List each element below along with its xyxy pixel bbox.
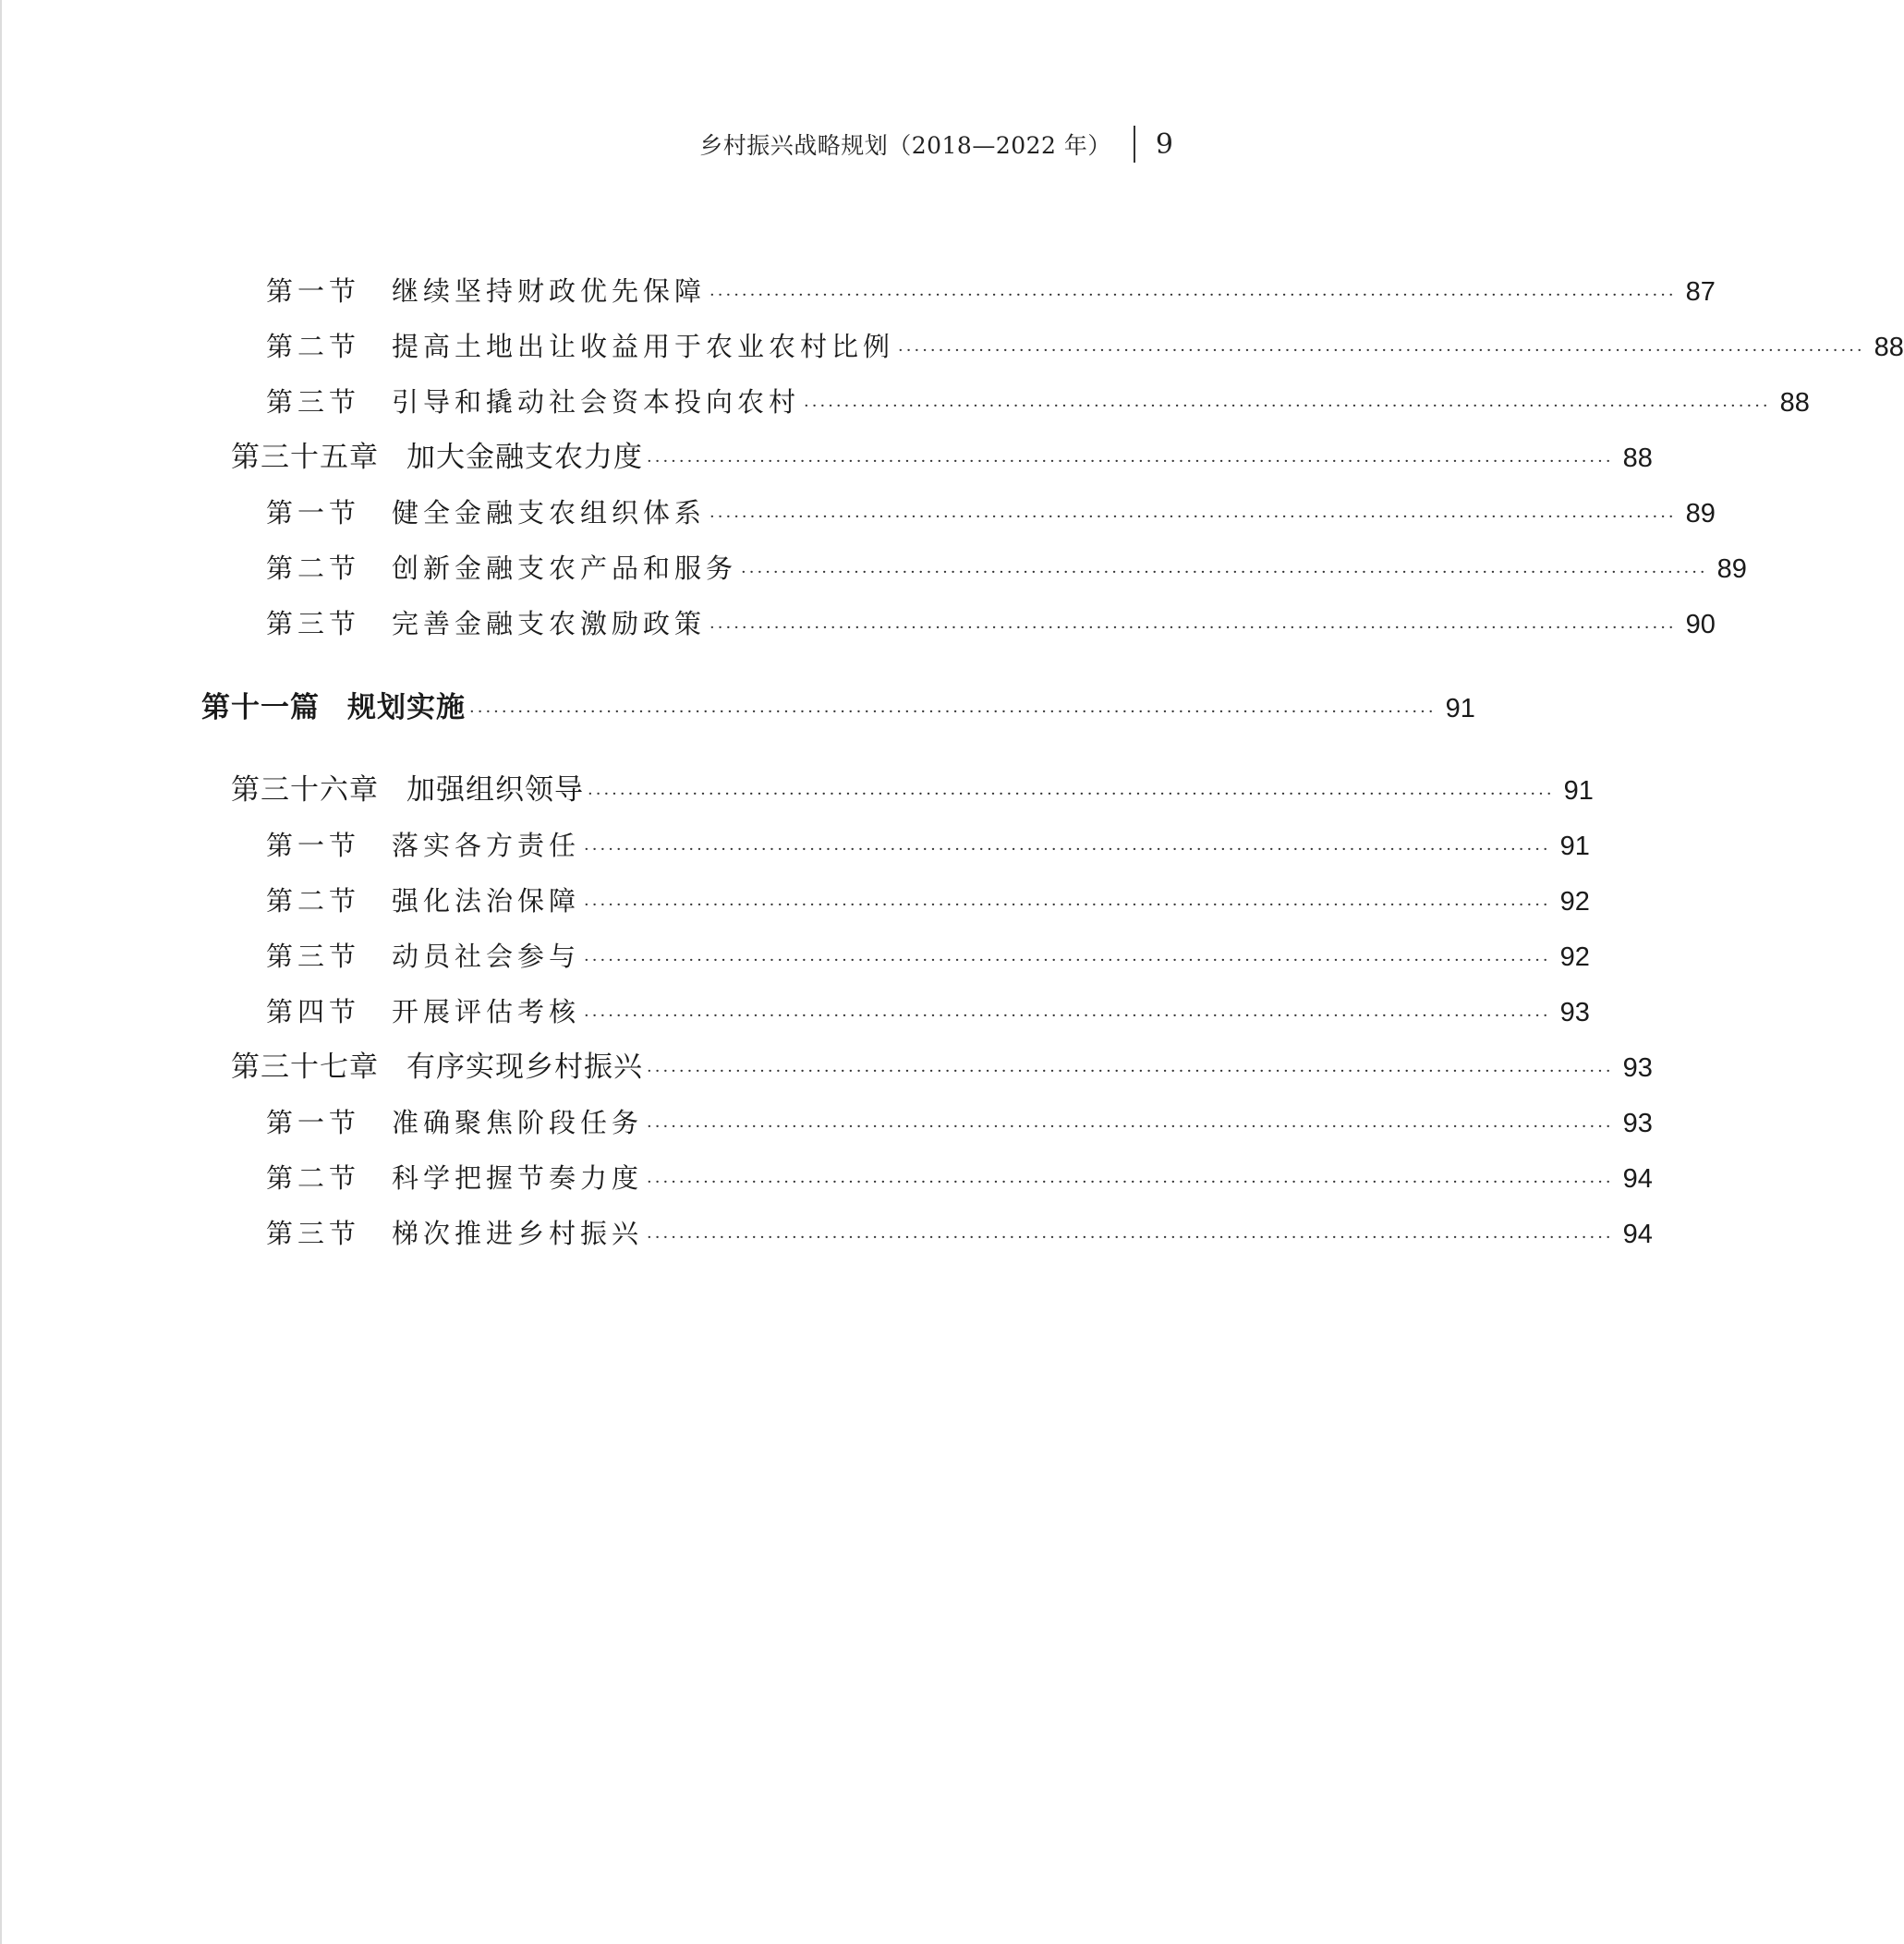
dot-leader: ························································································································ — [898, 341, 1865, 360]
toc-entry-number: 第二节 — [266, 885, 361, 917]
toc-entry-title: 落实各方责任 — [392, 830, 581, 861]
toc-entry-label — [266, 990, 580, 1033]
running-title: 乡村振兴战略规划（2018—2022 年） — [699, 132, 1111, 159]
toc-entry-number: 第二节 — [266, 331, 361, 362]
toc-entry-title: 规划实施 — [347, 691, 466, 724]
dot-leader: ························································································································ — [804, 396, 1771, 416]
toc-entry-label — [266, 880, 580, 922]
toc-entry-title: 加大金融支农力度 — [406, 441, 643, 474]
toc-entry-number: 第十一篇 — [201, 691, 320, 724]
toc-entry-title: 继续坚持财政优先保障 — [392, 275, 707, 307]
running-header — [699, 126, 1173, 163]
toc-entry-section[interactable] — [266, 935, 1590, 978]
toc-entry-number: 第三十七章 — [231, 1051, 379, 1084]
toc-entry-page: 93 — [1622, 1053, 1653, 1083]
toc-entry-number: 第四节 — [266, 996, 361, 1027]
toc-entry-section[interactable] — [266, 381, 1810, 423]
toc-entry-section[interactable] — [266, 1101, 1653, 1144]
toc-entry-number: 第一节 — [266, 830, 361, 861]
toc-entry-page: 91 — [1563, 776, 1594, 806]
toc-entry-section[interactable] — [266, 325, 1904, 368]
toc-entry-page: 91 — [1559, 832, 1590, 861]
toc-entry-chapter[interactable] — [231, 769, 1594, 811]
toc-entry-number: 第三节 — [266, 608, 361, 639]
dot-leader: ························································································································ — [584, 895, 1551, 915]
toc-entry-label — [266, 492, 706, 534]
toc-entry-label — [231, 769, 584, 811]
toc-entry-section[interactable] — [266, 1157, 1653, 1199]
toc-entry-title: 动员社会参与 — [392, 941, 581, 972]
dot-leader: ························································································································ — [709, 618, 1677, 638]
toc-entry-label — [266, 824, 580, 867]
toc-entry-section[interactable] — [266, 492, 1716, 534]
toc-entry-page: 90 — [1685, 610, 1716, 639]
toc-entry-label — [266, 547, 737, 589]
toc-entry-number: 第三十六章 — [231, 773, 379, 807]
toc-entry-page: 91 — [1445, 694, 1475, 723]
toc-entry-title: 健全金融支农组织体系 — [392, 497, 707, 529]
toc-entry-label — [201, 686, 466, 729]
toc-entry-title: 引导和撬动社会资本投向农村 — [392, 386, 801, 418]
dot-leader: ························································································································ — [647, 1062, 1614, 1081]
toc-entry-label — [266, 1212, 643, 1255]
dot-leader: ························································································································ — [647, 452, 1614, 471]
dot-leader: ························································································································ — [709, 286, 1677, 305]
toc-entry-title: 有序实现乡村振兴 — [406, 1051, 643, 1084]
toc-entry-title: 完善金融支农激励政策 — [392, 608, 707, 639]
toc-entry-label — [266, 325, 894, 368]
toc-entry-section[interactable] — [266, 547, 1747, 589]
toc-entry-label — [266, 381, 800, 423]
toc-entry-title: 开展评估考核 — [392, 996, 581, 1027]
toc-entry-section[interactable] — [266, 824, 1590, 867]
toc-entry-page: 92 — [1559, 887, 1590, 917]
toc-entry-part[interactable] — [201, 686, 1475, 729]
toc-entry-number: 第三节 — [266, 941, 361, 972]
toc-entry-label — [231, 436, 643, 479]
dot-leader: ························································································································ — [584, 840, 1551, 859]
toc-entry-label — [231, 1046, 643, 1088]
toc-entry-page: 89 — [1716, 554, 1747, 584]
toc-entry-page: 89 — [1685, 499, 1716, 529]
dot-leader: ························································································································ — [709, 507, 1677, 527]
toc-entry-number: 第二节 — [266, 1162, 361, 1194]
dot-leader: ························································································································ — [741, 563, 1708, 582]
toc-entry-page: 94 — [1622, 1164, 1653, 1194]
toc-entry-number: 第三十五章 — [231, 441, 379, 474]
dot-leader: ························································································································ — [469, 702, 1437, 722]
toc-entry-page: 88 — [1874, 333, 1904, 362]
dot-leader: ························································································································ — [647, 1172, 1614, 1192]
page-number: 9 — [1155, 128, 1173, 161]
toc-entry-page: 88 — [1622, 443, 1653, 473]
toc-entry-number: 第一节 — [266, 1107, 361, 1138]
toc-entry-label — [266, 1101, 643, 1144]
toc-entry-page: 87 — [1685, 277, 1716, 307]
dot-leader: ························································································································ — [584, 1006, 1551, 1026]
toc-entry-title: 强化法治保障 — [392, 885, 581, 917]
toc-entry-section[interactable] — [266, 990, 1590, 1033]
toc-entry-section[interactable] — [266, 1212, 1653, 1255]
toc-entry-title: 科学把握节奏力度 — [392, 1162, 644, 1194]
dot-leader: ························································································································ — [584, 951, 1551, 970]
toc-entry-title: 加强组织领导 — [406, 773, 584, 807]
dot-leader: ························································································································ — [588, 784, 1555, 804]
toc-entry-label — [266, 602, 706, 645]
toc-entry-number: 第二节 — [266, 553, 361, 584]
toc-entry-title: 梯次推进乡村振兴 — [392, 1218, 644, 1249]
toc-entry-page: 94 — [1622, 1220, 1653, 1249]
toc-entry-number: 第三节 — [266, 386, 361, 418]
dot-leader: ························································································································ — [647, 1228, 1614, 1247]
toc-entry-section[interactable] — [266, 880, 1590, 922]
toc-entry-page: 93 — [1559, 998, 1590, 1027]
toc-entry-number: 第三节 — [266, 1218, 361, 1249]
toc-entry-label — [266, 1157, 643, 1199]
toc-entry-section[interactable] — [266, 602, 1716, 645]
toc-entry-title: 创新金融支农产品和服务 — [392, 553, 738, 584]
toc-entry-page: 92 — [1559, 942, 1590, 972]
toc-entry-number: 第一节 — [266, 497, 361, 529]
toc-entry-title: 提高土地出让收益用于农业农村比例 — [392, 331, 895, 362]
toc-entry-title: 准确聚焦阶段任务 — [392, 1107, 644, 1138]
toc-entry-chapter[interactable] — [231, 1046, 1653, 1088]
toc-entry-label — [266, 935, 580, 978]
toc-entry-section[interactable] — [266, 270, 1716, 312]
toc-entry-chapter[interactable] — [231, 436, 1653, 479]
toc-entry-page: 88 — [1779, 388, 1810, 418]
toc-entry-label — [266, 270, 706, 312]
toc-entry-page: 93 — [1622, 1109, 1653, 1138]
dot-leader: ························································································································ — [647, 1117, 1614, 1136]
toc-entry-number: 第一节 — [266, 275, 361, 307]
